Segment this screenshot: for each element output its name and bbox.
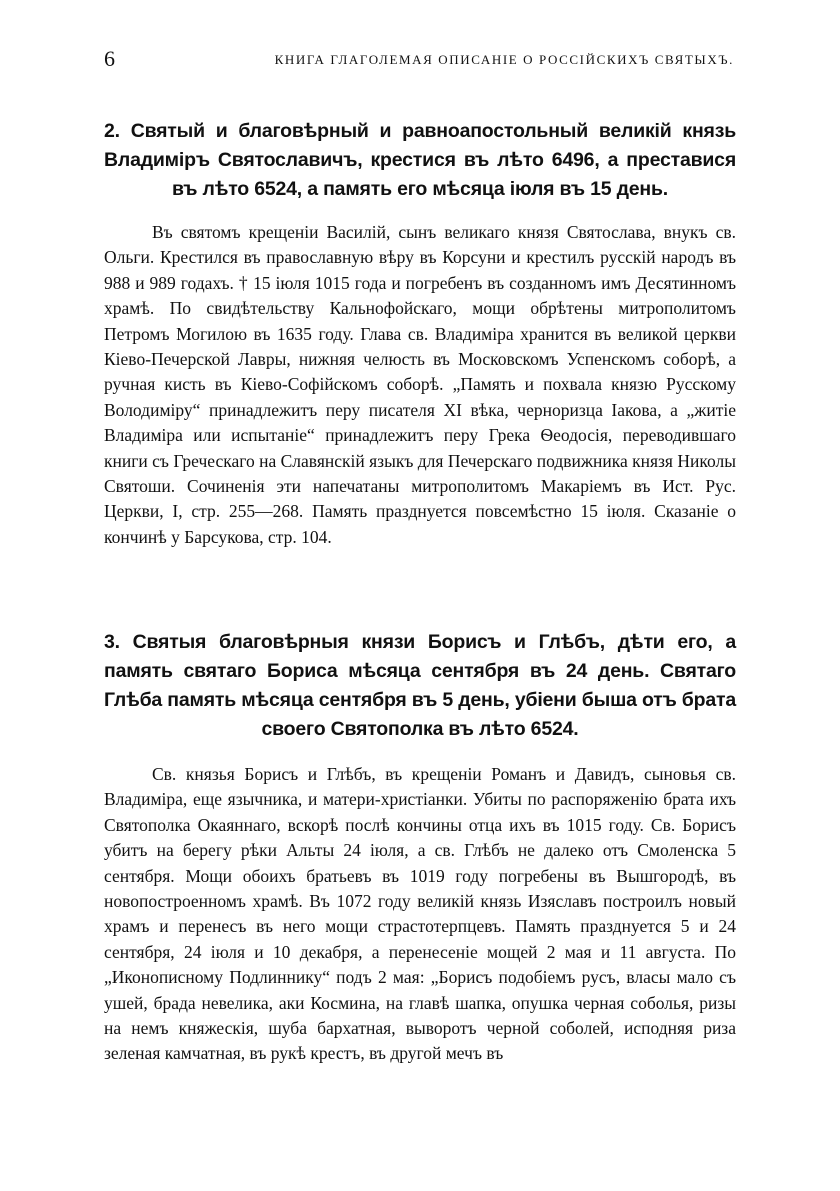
page-header <box>104 46 734 74</box>
running-title: КНИГА ГЛАГОЛЕМАЯ ОПИСАНІЕ О РОССІЙСКИХЪ СВЯТЫХЪ. <box>274 52 734 67</box>
page-number: 6 <box>104 46 115 71</box>
section-heading-vladimir: 2. Святый и благовѣрный и равноапостольный великій князь Владиміръ Святославичъ, крестися въ лѣто 6496, а преставися въ лѣто 6524, а память его мѣсяца іюля въ 15 день. <box>104 120 736 200</box>
section-body-boris-gleb: Св. князья Борисъ и Глѣбъ, въ крещеніи Романъ и Давидъ, сыновья св. Владиміра, еще язычника, и матери-христіанки. Убиты по распоряженію брата ихъ Святополка Окаяннаго, вскорѣ послѣ кончины отца ихъ въ 1015 году. Св. Борисъ убитъ на берегу рѣки Альты 24 іюля, а св. Глѣбъ не далеко отъ Смоленска 5 сентября. Мощи обоихъ братьевъ въ 1019 году погребены въ Вышгородѣ, въ новопостроенномъ храмѣ. Въ 1072 году великій князь Изяславъ построилъ новый храмъ и перенесъ въ него мощи страстотерпцевъ. Память празднуется 5 и 24 сентября, 24 іюля и 10 декабря, а перенесеніе мощей 2 мая и 11 августа. По „Иконописному Подлиннику“ подъ 2 мая: „Борисъ подобіемъ русъ, власы мало съ ушей, брада невелика, аки Космина, на главѣ шапка, опушка черная соболья, ризы на немъ княжескія, шуба бархатная, выворотъ черной соболей, исподняя риза зеленая камчатная, въ рукѣ крестъ, въ другой мечъ въ <box>104 764 736 1064</box>
section-heading-boris-gleb: 3. Святыя благовѣрныя князи Борисъ и Глѣбъ, дѣти его, а память святаго Бориса мѣсяца сентября въ 24 день. Святаго Глѣба память мѣсяца сентября въ 5 день, убіени быша отъ брата своего Святополка въ лѣто 6524. <box>104 631 736 740</box>
section-body-vladimir: Въ святомъ крещеніи Василій, сынъ великаго князя Святослава, внукъ св. Ольги. Крестился въ православную вѣру въ Корсуни и крестилъ русскій народъ въ 988 и 989 годахъ. † 15 іюля 1015 года и погребенъ въ созданномъ имъ Десятинномъ храмѣ. По свидѣтельству Кальнофойскаго, мощи обрѣтены митрополитомъ Петромъ Могилою въ 1635 году. Глава св. Владиміра хранится въ великой церкви Кіево-Печерской Лавры, нижняя челюсть въ Московскомъ Успенскомъ соборѣ, а ручная кисть въ Кіево-Софійскомъ соборѣ. „Память и похвала князю Русскому Володиміру“ принадлежитъ перу писателя XI вѣка, черноризца Іакова, а „житіе Владиміра или испытаніе“ принадлежитъ перу Грека Ѳеодосія, переводившаго книги съ Греческаго на Славянскій языкъ для Печерскаго подвижника князя Николы Святоши. Сочиненія эти напечатаны митрополитомъ Макаріемъ въ Ист. Рус. Церкви, I, стр. 255—268. Память празднуется повсемѣстно 15 іюля. Сказаніе о кончинѣ у Барсукова, стр. 104. <box>104 222 736 547</box>
